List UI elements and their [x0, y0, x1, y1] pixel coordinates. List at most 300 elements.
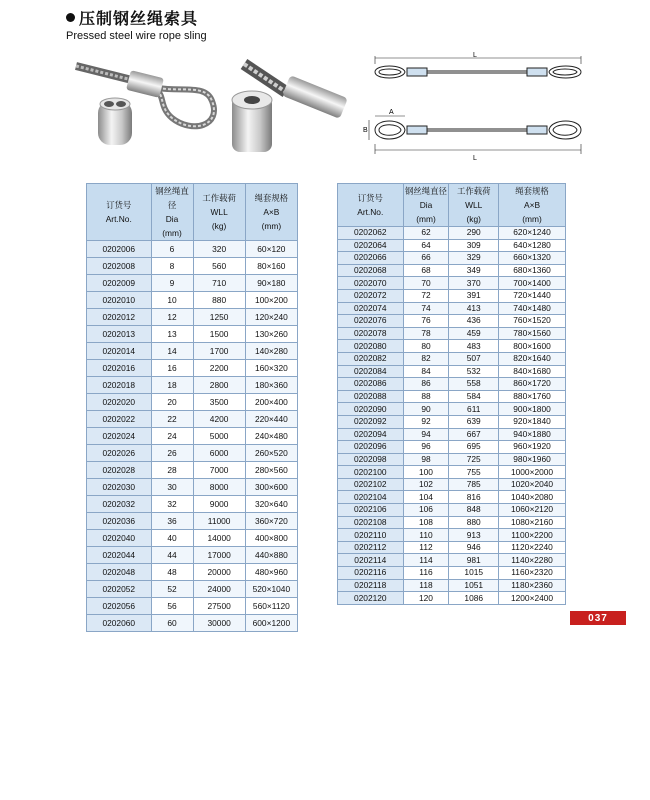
col-spec-en: A×B [263, 207, 280, 217]
cell-eye-size: 260×520 [245, 445, 297, 462]
table-row [338, 592, 566, 605]
cell-eye-size: 360×720 [245, 513, 297, 530]
cell-wll: 5000 [193, 428, 245, 445]
col-wll-header [193, 184, 245, 241]
cell-eye-size: 1140×2280 [499, 554, 566, 567]
cell-wll: 725 [449, 453, 499, 466]
cell-art-no: 0202092 [338, 415, 404, 428]
table-row [338, 428, 566, 441]
cell-diameter: 74 [403, 302, 449, 315]
cell-eye-size: 220×440 [245, 411, 297, 428]
cell-diameter: 94 [403, 428, 449, 441]
cell-art-no: 0202086 [338, 378, 404, 391]
cell-art-no: 0202044 [87, 547, 152, 564]
cell-wll: 8000 [193, 479, 245, 496]
col-wll-header [449, 184, 499, 227]
cell-art-no: 0202028 [87, 462, 152, 479]
cell-art-no: 0202096 [338, 441, 404, 454]
cell-wll: 946 [449, 541, 499, 554]
cell-eye-size: 120×240 [245, 309, 297, 326]
cell-diameter: 32 [151, 496, 193, 513]
table-row [87, 530, 298, 547]
cell-art-no: 0202032 [87, 496, 152, 513]
cell-art-no: 0202022 [87, 411, 152, 428]
cell-wll: 20000 [193, 564, 245, 581]
table-row [338, 378, 566, 391]
cell-wll: 2800 [193, 377, 245, 394]
table-row [87, 309, 298, 326]
cell-diameter: 22 [151, 411, 193, 428]
cell-diameter: 68 [403, 264, 449, 277]
cell-wll: 329 [449, 252, 499, 265]
cell-wll: 755 [449, 466, 499, 479]
cell-wll: 913 [449, 529, 499, 542]
cell-wll: 6000 [193, 445, 245, 462]
cell-eye-size: 820×1640 [499, 352, 566, 365]
table-row [338, 541, 566, 554]
cell-art-no: 0202088 [338, 390, 404, 403]
col-spec-cn: 绳套规格 [515, 186, 549, 196]
cell-wll: 639 [449, 415, 499, 428]
cell-wll: 584 [449, 390, 499, 403]
cell-diameter: 64 [403, 239, 449, 252]
cell-eye-size: 920×1840 [499, 415, 566, 428]
cell-wll: 413 [449, 302, 499, 315]
cell-wll: 611 [449, 403, 499, 416]
cell-wll: 3500 [193, 394, 245, 411]
cell-wll: 17000 [193, 547, 245, 564]
cell-art-no: 0202056 [87, 598, 152, 615]
cell-art-no: 0202082 [338, 352, 404, 365]
table-row [338, 289, 566, 302]
cell-diameter: 20 [151, 394, 193, 411]
table-row [87, 615, 298, 632]
table-row [338, 264, 566, 277]
cell-art-no: 0202098 [338, 453, 404, 466]
cell-wll: 558 [449, 378, 499, 391]
cell-eye-size: 300×600 [245, 479, 297, 496]
cell-eye-size: 440×880 [245, 547, 297, 564]
cell-eye-size: 180×360 [245, 377, 297, 394]
cell-eye-size: 400×800 [245, 530, 297, 547]
cell-art-no: 0202076 [338, 315, 404, 328]
cell-art-no: 0202060 [87, 615, 152, 632]
table-header-row [338, 184, 566, 227]
cell-wll: 2200 [193, 360, 245, 377]
cell-wll: 1086 [449, 592, 499, 605]
cell-art-no: 0202006 [87, 241, 152, 258]
cell-eye-size: 940×1880 [499, 428, 566, 441]
table-row [338, 340, 566, 353]
cell-diameter: 108 [403, 516, 449, 529]
col-dia-cn: 钢丝绳直径 [155, 186, 189, 210]
cell-diameter: 90 [403, 403, 449, 416]
cell-art-no: 0202068 [338, 264, 404, 277]
col-wll-en: WLL [465, 200, 483, 210]
cell-wll: 24000 [193, 581, 245, 598]
diagram-label-l-bottom: L [473, 155, 477, 162]
cell-wll: 290 [449, 227, 499, 240]
cell-eye-size: 100×200 [245, 292, 297, 309]
cell-art-no: 0202016 [87, 360, 152, 377]
col-dia-header [403, 184, 449, 227]
cell-eye-size: 740×1480 [499, 302, 566, 315]
cell-diameter: 26 [151, 445, 193, 462]
cell-art-no: 0202012 [87, 309, 152, 326]
table-row [87, 598, 298, 615]
cell-diameter: 112 [403, 541, 449, 554]
cell-wll: 27500 [193, 598, 245, 615]
cell-eye-size: 840×1680 [499, 365, 566, 378]
cell-eye-size: 860×1720 [499, 378, 566, 391]
cell-eye-size: 1000×2000 [499, 466, 566, 479]
cell-art-no: 0202048 [87, 564, 152, 581]
cell-eye-size: 280×560 [245, 462, 297, 479]
spec-table-left [86, 183, 298, 632]
table-row [87, 513, 298, 530]
cell-art-no: 0202020 [87, 394, 152, 411]
cell-eye-size: 1120×2240 [499, 541, 566, 554]
col-spec-header [245, 184, 297, 241]
cell-art-no: 0202036 [87, 513, 152, 530]
cell-diameter: 13 [151, 326, 193, 343]
cell-diameter: 6 [151, 241, 193, 258]
table-row [338, 227, 566, 240]
cell-art-no: 0202100 [338, 466, 404, 479]
cell-art-no: 0202108 [338, 516, 404, 529]
cell-eye-size: 1080×2160 [499, 516, 566, 529]
col-spec-unit: (mm) [261, 221, 282, 231]
cell-diameter: 30 [151, 479, 193, 496]
cell-wll: 370 [449, 277, 499, 290]
cell-diameter: 14 [151, 343, 193, 360]
cell-diameter: 48 [151, 564, 193, 581]
cell-eye-size: 1020×2040 [499, 478, 566, 491]
table-row [87, 479, 298, 496]
cell-art-no: 0202030 [87, 479, 152, 496]
col-wll-cn: 工作载荷 [202, 193, 236, 203]
cell-diameter: 52 [151, 581, 193, 598]
cell-eye-size: 90×180 [245, 275, 297, 292]
cell-diameter: 66 [403, 252, 449, 265]
table-row [87, 564, 298, 581]
page-number-badge: 037 [570, 611, 626, 625]
cell-art-no: 0202104 [338, 491, 404, 504]
col-dia-unit: (mm) [416, 214, 436, 224]
title-cn-text: 压制钢丝绳索具 [79, 11, 199, 28]
cell-art-no: 0202052 [87, 581, 152, 598]
cell-art-no: 0202013 [87, 326, 152, 343]
cell-diameter: 8 [151, 258, 193, 275]
cell-art-no: 0202066 [338, 252, 404, 265]
cell-eye-size: 960×1920 [499, 441, 566, 454]
cell-eye-size: 160×320 [245, 360, 297, 377]
col-wll-en: WLL [210, 207, 228, 217]
table-row [87, 428, 298, 445]
cell-diameter: 102 [403, 478, 449, 491]
cell-wll: 1700 [193, 343, 245, 360]
table-header-row [87, 184, 298, 241]
cell-diameter: 24 [151, 428, 193, 445]
cell-diameter: 76 [403, 315, 449, 328]
cell-art-no: 0202094 [338, 428, 404, 441]
cell-wll: 11000 [193, 513, 245, 530]
table-row [87, 241, 298, 258]
table-row [338, 315, 566, 328]
col-art-en: Art.No. [357, 207, 384, 217]
cell-eye-size: 660×1320 [499, 252, 566, 265]
cell-diameter: 70 [403, 277, 449, 290]
col-art-cn: 订货号 [357, 193, 383, 203]
cell-art-no: 0202014 [87, 343, 152, 360]
cell-wll: 507 [449, 352, 499, 365]
table-row [87, 462, 298, 479]
col-spec-cn: 绳套规格 [254, 193, 289, 203]
cell-diameter: 18 [151, 377, 193, 394]
cell-art-no: 0202062 [338, 227, 404, 240]
round-sleeve-photo [232, 91, 272, 152]
cell-diameter: 114 [403, 554, 449, 567]
cell-diameter: 40 [151, 530, 193, 547]
cell-wll: 880 [449, 516, 499, 529]
cell-eye-size: 620×1240 [499, 227, 566, 240]
cell-eye-size: 780×1560 [499, 327, 566, 340]
cell-eye-size: 700×1400 [499, 277, 566, 290]
table-row [338, 365, 566, 378]
table-row [338, 453, 566, 466]
cell-eye-size: 200×400 [245, 394, 297, 411]
cell-wll: 981 [449, 554, 499, 567]
col-spec-header [499, 184, 566, 227]
table-row [338, 302, 566, 315]
table-row [338, 478, 566, 491]
cell-wll: 349 [449, 264, 499, 277]
cell-wll: 1500 [193, 326, 245, 343]
cell-wll: 1015 [449, 567, 499, 580]
rope-eye-photo [76, 66, 214, 126]
col-spec-unit: (mm) [522, 214, 542, 224]
table-row [87, 292, 298, 309]
cell-art-no: 0202040 [87, 530, 152, 547]
cell-art-no: 0202116 [338, 567, 404, 580]
col-wll-unit: (kg) [211, 221, 227, 231]
cell-wll: 560 [193, 258, 245, 275]
col-dia-en: Dia [419, 200, 433, 210]
cell-eye-size: 680×1360 [499, 264, 566, 277]
page-title [66, 6, 207, 29]
col-art-cn: 订货号 [106, 200, 132, 210]
col-spec-en: A×B [523, 200, 541, 210]
cell-diameter: 16 [151, 360, 193, 377]
cell-eye-size: 560×1120 [245, 598, 297, 615]
cell-eye-size: 880×1760 [499, 390, 566, 403]
cell-art-no: 0202074 [338, 302, 404, 315]
cell-wll: 695 [449, 441, 499, 454]
cell-eye-size: 760×1520 [499, 315, 566, 328]
cell-eye-size: 480×960 [245, 564, 297, 581]
cell-diameter: 80 [403, 340, 449, 353]
cell-art-no: 0202026 [87, 445, 152, 462]
cell-eye-size: 520×1040 [245, 581, 297, 598]
cell-art-no: 0202018 [87, 377, 152, 394]
cell-wll: 848 [449, 504, 499, 517]
cell-art-no: 0202009 [87, 275, 152, 292]
cell-eye-size: 60×120 [245, 241, 297, 258]
cell-art-no: 0202010 [87, 292, 152, 309]
table-row [338, 327, 566, 340]
cell-wll: 391 [449, 289, 499, 302]
cell-diameter: 92 [403, 415, 449, 428]
table-row [338, 579, 566, 592]
table-row [87, 547, 298, 564]
cell-art-no: 0202024 [87, 428, 152, 445]
cell-art-no: 0202106 [338, 504, 404, 517]
title-block [66, 6, 207, 42]
cell-wll: 459 [449, 327, 499, 340]
cell-diameter: 72 [403, 289, 449, 302]
table-row [87, 275, 298, 292]
table-row [87, 343, 298, 360]
cell-art-no: 0202118 [338, 579, 404, 592]
cell-eye-size: 80×160 [245, 258, 297, 275]
bullet-icon [66, 13, 75, 22]
cell-diameter: 118 [403, 579, 449, 592]
cell-eye-size: 600×1200 [245, 615, 297, 632]
cell-wll: 436 [449, 315, 499, 328]
table-row [338, 491, 566, 504]
oval-sleeve-photo [98, 98, 132, 145]
cell-diameter: 36 [151, 513, 193, 530]
table-row [338, 504, 566, 517]
diagram-label-l-top: L [473, 52, 477, 59]
cell-diameter: 12 [151, 309, 193, 326]
cell-wll: 4200 [193, 411, 245, 428]
cell-art-no: 0202080 [338, 340, 404, 353]
cell-eye-size: 320×640 [245, 496, 297, 513]
cell-diameter: 60 [151, 615, 193, 632]
cell-eye-size: 980×1960 [499, 453, 566, 466]
cell-art-no: 0202070 [338, 277, 404, 290]
cell-wll: 816 [449, 491, 499, 504]
table-row [87, 496, 298, 513]
table-row [87, 581, 298, 598]
col-wll-unit: (kg) [466, 214, 481, 224]
table-row [338, 567, 566, 580]
cell-eye-size: 1180×2360 [499, 579, 566, 592]
cell-art-no: 0202072 [338, 289, 404, 302]
table-row [338, 352, 566, 365]
cell-eye-size: 240×480 [245, 428, 297, 445]
table-row [338, 415, 566, 428]
cell-diameter: 110 [403, 529, 449, 542]
table-row [87, 411, 298, 428]
table-row [338, 466, 566, 479]
cell-eye-size: 140×280 [245, 343, 297, 360]
cell-diameter: 44 [151, 547, 193, 564]
cell-diameter: 84 [403, 365, 449, 378]
cell-wll: 14000 [193, 530, 245, 547]
table-row [338, 252, 566, 265]
table-row [338, 554, 566, 567]
col-dia-en: Dia [165, 214, 179, 224]
cell-diameter: 96 [403, 441, 449, 454]
cell-art-no: 0202120 [338, 592, 404, 605]
page-subtitle: Pressed steel wire rope sling [66, 30, 207, 42]
cell-art-no: 0202008 [87, 258, 152, 275]
cell-eye-size: 800×1600 [499, 340, 566, 353]
cell-wll: 880 [193, 292, 245, 309]
table-row [87, 258, 298, 275]
product-photos [72, 56, 360, 161]
cell-art-no: 0202090 [338, 403, 404, 416]
sling-diagram [363, 52, 613, 162]
cell-eye-size: 1160×2320 [499, 567, 566, 580]
cell-art-no: 0202110 [338, 529, 404, 542]
cell-wll: 1051 [449, 579, 499, 592]
col-dia-unit: (mm) [162, 228, 182, 238]
col-art-header [338, 184, 404, 227]
cell-diameter: 56 [151, 598, 193, 615]
cell-diameter: 88 [403, 390, 449, 403]
cell-wll: 309 [449, 239, 499, 252]
cell-diameter: 28 [151, 462, 193, 479]
table-row [338, 390, 566, 403]
table-row [87, 377, 298, 394]
cell-diameter: 9 [151, 275, 193, 292]
cell-wll: 483 [449, 340, 499, 353]
spec-table-right [337, 183, 566, 605]
cell-eye-size: 1060×2120 [499, 504, 566, 517]
table-row [338, 516, 566, 529]
cell-diameter: 10 [151, 292, 193, 309]
table-row [87, 326, 298, 343]
cell-eye-size: 1040×2080 [499, 491, 566, 504]
cell-art-no: 0202078 [338, 327, 404, 340]
cell-diameter: 86 [403, 378, 449, 391]
table-row [338, 441, 566, 454]
table-row [338, 277, 566, 290]
cell-art-no: 0202102 [338, 478, 404, 491]
col-wll-cn: 工作载荷 [456, 186, 491, 196]
cell-wll: 9000 [193, 496, 245, 513]
cell-diameter: 78 [403, 327, 449, 340]
cell-diameter: 82 [403, 352, 449, 365]
col-art-header [87, 184, 152, 241]
cell-art-no: 0202114 [338, 554, 404, 567]
cell-wll: 30000 [193, 615, 245, 632]
cell-eye-size: 900×1800 [499, 403, 566, 416]
cell-wll: 710 [193, 275, 245, 292]
table-row [87, 360, 298, 377]
cell-wll: 1250 [193, 309, 245, 326]
table-row [338, 403, 566, 416]
cell-eye-size: 130×260 [245, 326, 297, 343]
cell-art-no: 0202064 [338, 239, 404, 252]
cell-art-no: 0202084 [338, 365, 404, 378]
table-row [338, 239, 566, 252]
col-art-en: Art.No. [105, 214, 132, 224]
cell-art-no: 0202112 [338, 541, 404, 554]
cell-diameter: 120 [403, 592, 449, 605]
cell-diameter: 100 [403, 466, 449, 479]
cell-diameter: 62 [403, 227, 449, 240]
col-dia-header [151, 184, 193, 241]
cell-eye-size: 640×1280 [499, 239, 566, 252]
cell-wll: 7000 [193, 462, 245, 479]
cell-diameter: 116 [403, 567, 449, 580]
table-row [338, 529, 566, 542]
diagram-label-b: B [363, 127, 368, 134]
